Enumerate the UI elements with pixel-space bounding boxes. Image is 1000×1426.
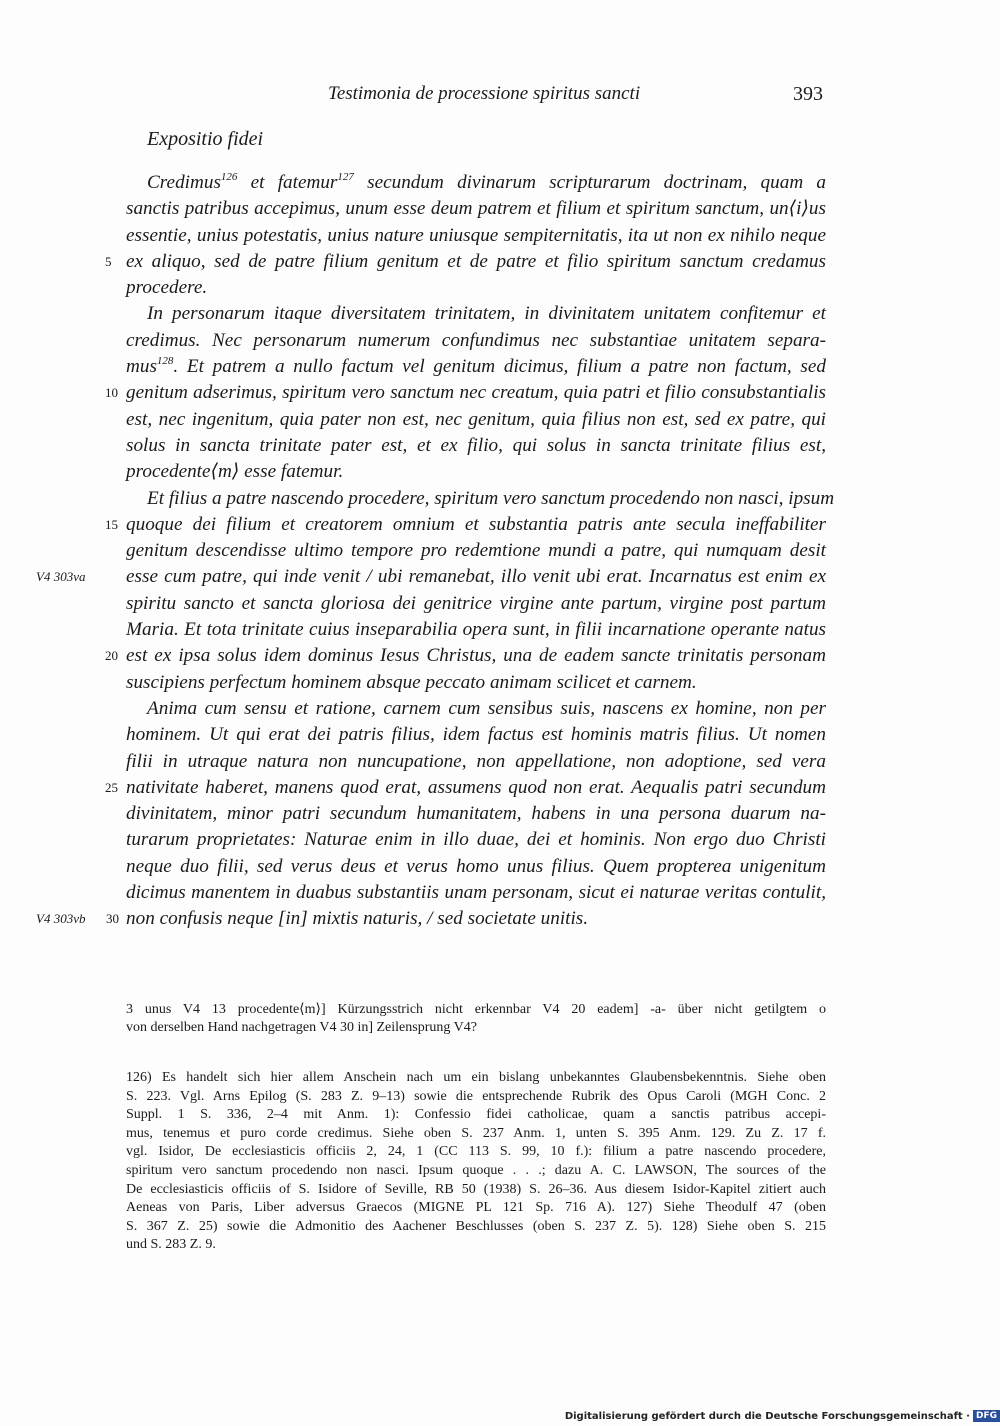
line-text: Anima cum sensu et ratione, carnem cum sensibus suis, nascens ex homine, non per [147,697,826,719]
footnote-line: De ecclesiasticis officiis of S. Isidore of Seville, RB 50 (1938) S. 26–36. Aus diesem Isidor-Kapitel zitiert auch [126,1181,826,1197]
footnote-line: vgl. Isidor, De ecclesiasticis officiis 2, 24, 1 (CC 113 S. 99, 10 f.): filium a patre nascendo procedere, [126,1144,826,1160]
footnote-line: spiritum vero sanctum procedendo non nasci. Ipsum quoque . . .; dazu A. C. LAWSON, The sources of the [126,1162,826,1178]
text-line [126,486,835,512]
line-text: solus in sancta trinitate pater est, et ex filio, qui solus in sancta trinitate filius est, [126,434,826,456]
line-text: Maria. Et tota trinitate cuius inseparabilia opera sunt, in filii incarnatione operante natus [126,619,826,641]
section-title: Expositio fidei [147,128,264,150]
line-number: 10 [105,385,118,401]
text-line [126,722,826,748]
footnote-line: Suppl. 1 S. 336, 2–4 mit Anm. 1): Confessio fidei catholicae, quam a sanctis patribus accepi- [126,1107,826,1123]
text-line [126,196,826,222]
line-text: filii in utraque natura non nuncupatione, non appellatione, non adoptione, sed vera [126,750,826,772]
footnote-line: mus, tenemus et puro corde credimus. Siehe oben S. 237 Anm. 1, unten S. 395 Anm. 129. Zu Z. 17 f. [126,1125,826,1141]
line-number: 30 [106,911,119,927]
line-text: dicimus manentem in duabus substantiis unam personam, sicut ei naturae veritas contulit, [126,882,826,904]
text-line [126,459,826,485]
line-text: Credimus [147,172,221,193]
line-text: non confusis neque [in] mixtis naturis, / sed societate unitis. [126,908,589,930]
apparatus-line: von derselben Hand nachgetragen V4 30 in] Zeilensprung V4? [126,1020,477,1035]
line-text: suscipiens perfectum hominem absque peccato animam scilicet et carnem. [126,671,697,693]
footnote-ref: 128 [156,355,174,368]
text-line [126,827,826,853]
text-line [126,354,826,380]
text-line [36,906,826,932]
manuscript-folio-marker: V4 303va [36,569,86,585]
text-line [126,670,826,696]
line-text: spiritu sancto et sancta gloriosa dei genitrice virgine ante partum, virgine post partum [126,592,826,614]
line-number: 25 [105,779,118,795]
line-text: procedere. [126,277,208,299]
line-text: In personarum itaque diversitatem trinitatem, in divinitatem unitatem confitemur et [147,303,826,325]
line-text: est ex ipsa solus idem dominus Iesus Christus, una de eadem sancte trinitatis personam [126,645,826,667]
text-line [105,643,826,669]
text-line [126,301,826,327]
text-line [105,775,826,801]
text-line [126,538,826,564]
text-line [36,564,826,590]
footnotes [126,1069,826,1255]
footnote-ref: 126 [220,171,238,183]
line-text: . Et patrem a nullo factum vel genitum dicimus, filium a patre non factum, sed [173,356,826,378]
text-line [126,328,826,354]
line-text: turarum proprietates: Naturae enim in illo duae, dei et hominis. Non ergo duo Christi [126,829,826,851]
running-head: Testimonia de processione spiritus sancti [328,83,641,104]
text-line [126,170,826,196]
text-line [105,380,826,406]
line-text: hominem. Ut qui erat dei patris filius, idem factus est hominis matris filius. Ut nomen [126,724,826,746]
footer-text: Digitalisierung gefördert durch die Deutsche Forschungsgemeinschaft · [564,1410,970,1422]
line-text: nativitate haberet, manens quod erat, assumens quod non erat. Aequalis patri secundum [126,776,826,798]
digitization-footer [565,1410,1000,1422]
line-text: essentie, unius potestatis, unius nature uniusque sempiternitatis, ita ut non ex nihilo neque [126,224,826,246]
line-text: et fatemur [237,172,338,193]
line-text: quoque dei filium et creatorem omnium et substantia patris ante secula ineffabiliter [126,513,826,535]
footnote-line: S. 367 Z. 25) sowie die Admonitio des Aachener Beschlusses (oben S. 237 Z. 5). 128) Siehe oben S. 215 [126,1218,826,1234]
text-line [126,749,826,775]
manuscript-folio-marker: V4 303vb [36,911,86,927]
text-line [126,854,826,880]
line-text: secundum divinarum scripturarum doctrinam, quam a [353,172,826,193]
text-line [126,880,826,906]
text-line [126,801,826,827]
line-text: esse cum patre, qui inde venit / ubi remanebat, illo venit ubi erat. Incarnatus est enim ex [126,566,826,588]
text-line [126,696,826,722]
line-text: Et filius a patre nascendo procedere, spiritum vero sanctum procedendo non nasci, ipsum [147,487,835,509]
line-text: mus [126,356,157,378]
line-text: ex aliquo, sed de patre filium genitum et de patre et filio spiritum sanctum credamus [126,250,826,272]
text-line [126,275,826,301]
apparatus-line: 3 unus V4 13 procedente⟨m⟩] Kürzungsstrich nicht erkennbar V4 20 eadem] -a- über nicht getilgtem o [126,1002,826,1017]
line-text: sanctis patribus accepimus, unum esse deum patrem et filium et spiritum sanctum, un⟨i⟩us [126,198,826,220]
text-line [126,407,826,433]
line-text: genitum adserimus, spiritum vero sanctum nec creatum, quia patri et filio consubstantialis [126,382,826,404]
footnote-ref: 127 [337,171,354,183]
footnote-line: Aeneas von Paris, Liber adversus Graecos (MIGNE PL 121 Sp. 716 A). 127) Siehe Theodulf 47 (oben [126,1200,826,1216]
main-text [36,170,835,933]
line-number: 20 [105,648,118,664]
line-number: 5 [105,253,112,269]
text-line [126,433,826,459]
footnote-line: und S. 283 Z. 9. [126,1237,216,1253]
line-text: divinitatem, minor patri secundum humanitatem, habens in una persona duarum na- [126,803,826,825]
line-text: procedente⟨m⟩ esse fatemur. [126,461,344,483]
text-line [126,617,826,643]
page-number: 393 [793,83,823,105]
line-text: credimus. Nec personarum numerum confundimus nec substantiae unitatem separa- [126,329,826,351]
footnote-line: S. 223. Vgl. Arns Epilog (S. 283 Z. 9–13) sowie die entsprechende Rubrik des Opus Caroli (MGH Conc. 2 [126,1088,826,1104]
text-line [126,591,826,617]
line-number: 15 [105,516,118,532]
text-line [105,512,826,538]
line-text: genitum descendisse ultimo tempore pro redemtione mundi a patre, qui numquam desit [126,540,826,562]
text-line [105,249,826,275]
critical-apparatus [126,1001,826,1037]
text-line [126,223,826,249]
line-text: neque duo filii, sed verus deus et verus homo unus filius. Quem propterea unigenitum [126,855,826,877]
dfg-logo: DFG [973,1410,1000,1422]
line-text: est, nec ingenitum, quia pater non est, nec genitum, quia filius non est, sed ex patre, qui [126,408,826,430]
footnote-line: 126) Es handelt sich hier allem Anschein nach um ein bislang unbekanntes Glaubensbekenntnis. Siehe oben [126,1070,826,1085]
